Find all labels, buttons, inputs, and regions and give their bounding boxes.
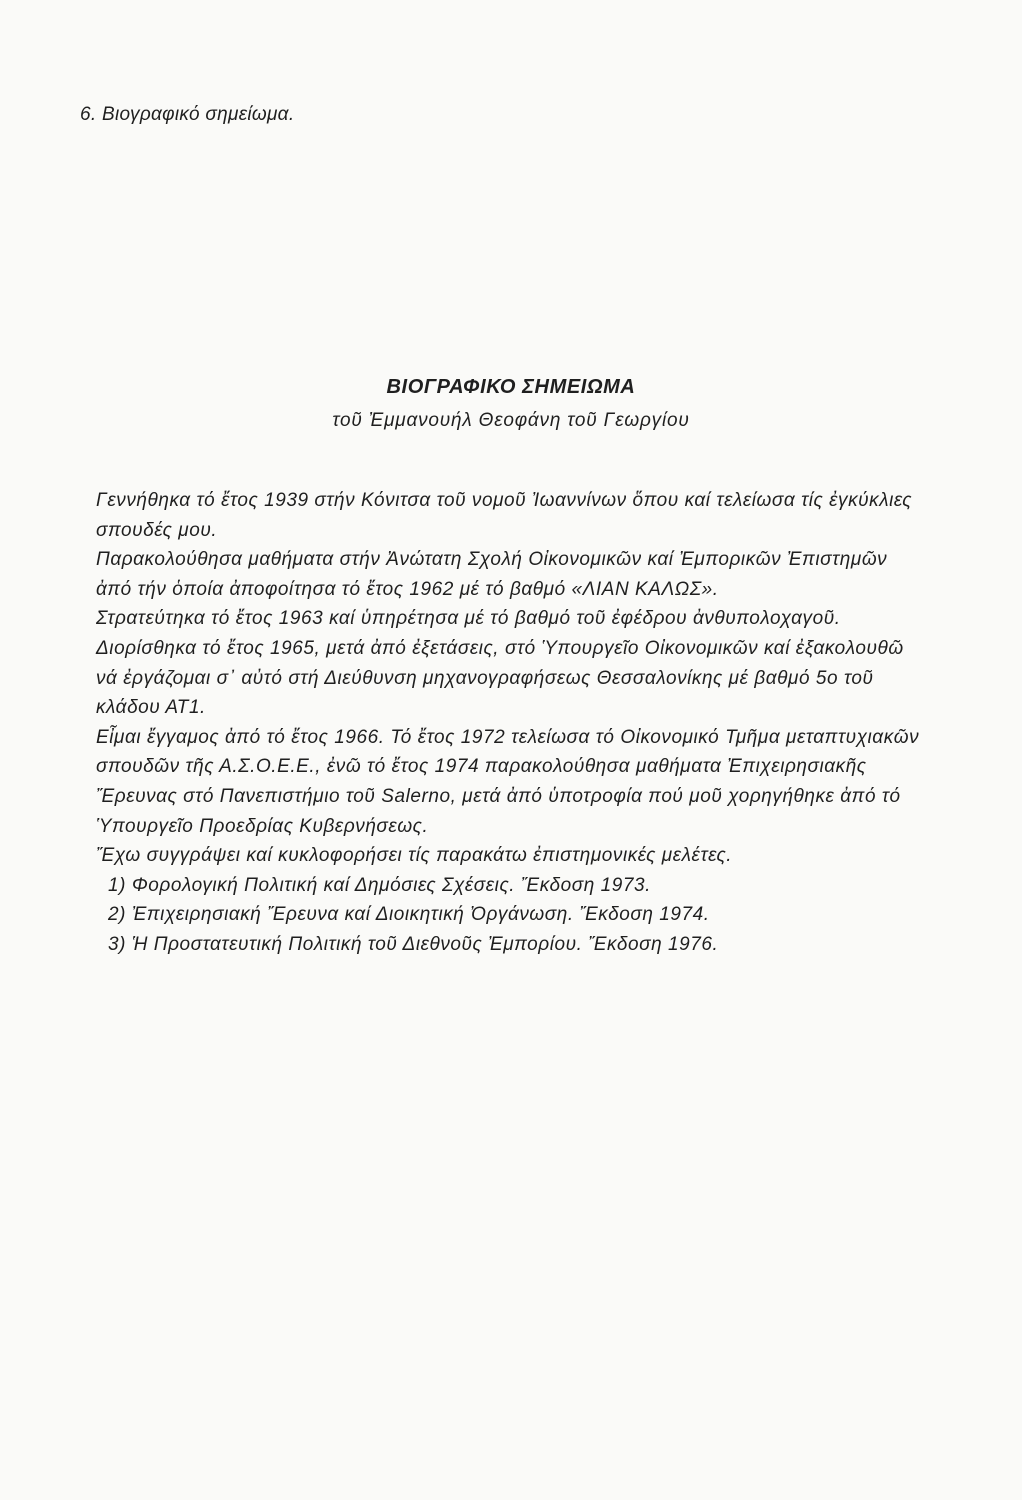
section-heading: 6. Βιογραφικό σημείωμα. [80,104,295,125]
paragraph-employment: Διορίσθηκα τό ἔτος 1965, μετά ἀπό ἐξετάσεις, στό Ὑπουργεῖο Οἰκονομικῶν καί ἐξακολουθῶ νά ἐργάζομαι σ᾽ αὐτό στή Διεύθυνση μηχανογραφήσεως Θεσσαλονίκης μέ βαθμό 5ο τοῦ κλάδου ΑΤ1. [96,637,904,719]
biography-body [96,486,928,960]
document-subtitle: τοῦ Ἐμμανουήλ Θεοφάνη τοῦ Γεωργίου [332,410,690,431]
document-title: ΒΙΟΓΡΑΦΙΚΟ ΣΗΜΕΙΩΜΑ [386,376,636,398]
paragraph-education: Παρακολούθησα μαθήματα στήν Ἀνώτατη Σχολή Οἰκονομικῶν καί Ἐμπορικῶν Ἐπιστημῶν ἀπό τήν ὁποία ἀποφοίτησα τό ἔτος 1962 μέ τό βαθμό «ΛΙΑΝ ΚΑΛΩΣ». [96,549,888,600]
list-item: 3) Ἡ Προστατευτική Πολιτική τοῦ Διεθνοῦς Ἐμπορίου. Ἔκδοση 1976. [108,933,719,955]
paragraph-military: Στρατεύτηκα τό ἔτος 1963 καί ὑπηρέτησα μέ τό βαθμό τοῦ ἐφέδρου ἀνθυπολοχαγοῦ. [96,608,841,630]
publications-list [96,871,928,960]
paragraph-family-studies: Εἶμαι ἔγγαμος ἀπό τό ἔτος 1966. Τό ἔτος 1972 τελείωσα τό Οἰκονομικό Τμῆμα μεταπτυχιακῶν σπουδῶν τῆς Α.Σ.Ο.Ε.Ε., ἐνῶ τό ἔτος 1974 παρακολούθησα μαθήματα Ἐπιχειρησιακῆς Ἔρευνας στό Πανεπιστήμιο τοῦ Salerno, μετά ἀπό ὑποτροφία πού μοῦ χορηγήθηκε ἀπό τό Ὑπουργεῖο Προεδρίας Κυβερνήσεως. [96,726,920,837]
paragraph-publications-intro: Ἔχω συγγράψει καί κυκλοφορήσει τίς παρακάτω ἐπιστημονικές μελέτες. [96,845,733,867]
list-item: 2) Ἐπιχειρησιακή Ἔρευνα καί Διοικητική Ὀργάνωση. Ἔκδοση 1974. [108,904,710,926]
list-item: 1) Φορολογική Πολιτική καί Δημόσιες Σχέσεις. Ἔκδοση 1973. [108,874,651,896]
paragraph-birth: Γεννήθηκα τό ἔτος 1939 στήν Κόνιτσα τοῦ νομοῦ Ἰωαννίνων ὅπου καί τελείωσα τίς ἐγκύκλιες σπουδές μου. [96,490,913,541]
